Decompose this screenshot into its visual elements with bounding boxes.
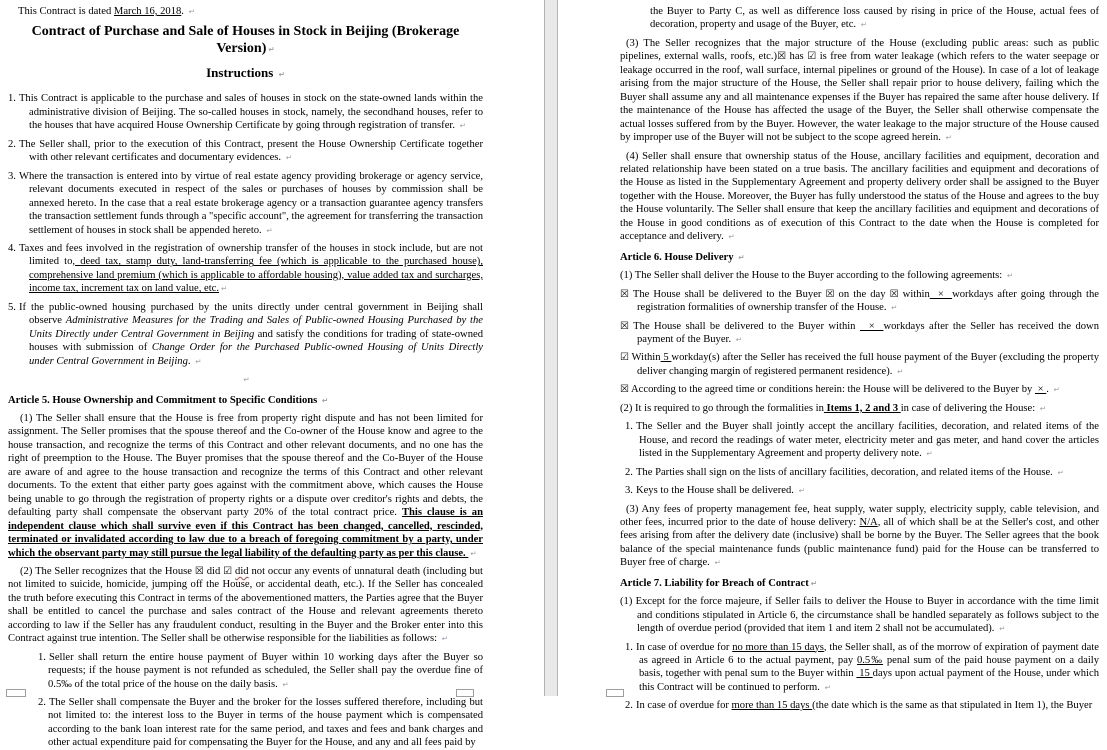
paragraph-mark-icon: ↵ (728, 232, 735, 242)
text-run: (2) The Seller recognizes that the House (20, 565, 195, 577)
paragraph-mark-icon: ↵ (278, 70, 285, 80)
contract-date: March 16, 2018 (113, 6, 182, 17)
text-run: Where the transaction is entered into by virtue of real estate agency providing brokerage or agency service, relevant documents executed in respect of the sales or purchases of houses by commission shall be annexed hereto. In the case that a real estate brokerage agency or a transaction guarantee agency transfers the transaction settlement funds through a "specific account", the agreement for transferring the transaction settlement of houses in stock shall be appended hereto. (18, 170, 484, 236)
checkbox-checked-icon: ☑ (223, 565, 233, 577)
text-run: more than 15 days (731, 700, 813, 712)
list-number: 3. (8, 170, 16, 182)
paragraph (620, 402, 1099, 415)
spellcheck-flagged-word: did (235, 565, 249, 577)
paragraph (8, 565, 483, 646)
list-number: 1. (625, 641, 633, 653)
paragraph-mark-icon: ↵ (1057, 467, 1064, 477)
paragraph-mark-icon: ↵ (188, 7, 195, 16)
text-run: Within (628, 352, 661, 364)
empty-paragraph (8, 373, 483, 386)
list-number: 2. (625, 700, 633, 712)
blank-field: × (859, 320, 884, 332)
text-run: . (181, 6, 187, 17)
instruction-text (19, 139, 483, 163)
paragraph (620, 503, 1099, 570)
page-right[interactable] (558, 0, 1107, 712)
instruction-text (19, 243, 483, 294)
list-item-text (636, 642, 1099, 693)
article6-heading-text: Article 6. House Delivery (620, 251, 737, 263)
text-run: . (1046, 384, 1052, 396)
checkbox-checked-icon: ☑ (807, 51, 817, 63)
text-run: This Contract is dated (18, 6, 114, 17)
document-subtitle-text: Instructions (206, 65, 277, 81)
list-number: 2. (8, 138, 16, 150)
paragraph-mark-icon: ↵ (735, 334, 743, 344)
text-run: (2) It is required to go through the formalities in (620, 402, 824, 414)
text-run: (3) Any fees of property management fee, heat supply, water supply, electricity supply, cable television, and other fees, incurred prior to the date of house delivery: (620, 503, 1099, 528)
text-run: workday(s) after the Seller has received the full house payment of the Buyer (excluding the property deliver changing margin of registered permanent residence). (637, 352, 1099, 377)
text-run: Seller shall return the entire house payment of Buyer within 10 working days after the Buyer so requests; if the house payment is not refunded as scheduled, the Seller shall pay the overdue fine of 0.5‰ of the total price of the house on the daily basis. (48, 651, 483, 690)
paragraph (620, 150, 1099, 244)
text-run: , the Seller shall, as of the morrow of expiration of payment date as agreed in Article 6 to the actual payment, pay (639, 641, 1100, 667)
article5-heading (8, 394, 483, 407)
paragraph-mark-icon: ↵ (860, 20, 868, 30)
paragraph-mark-icon: ↵ (714, 558, 721, 568)
instruction-text (19, 302, 483, 367)
list-item-text (636, 485, 805, 496)
list-number: 2. (625, 466, 633, 478)
footnote-frame (606, 689, 624, 697)
text-run: , all of which shall be at the Seller's cost, and other fees arising from after the delivery date (inclusive) shall be borne by the Buyer. The Seller agrees that the book balance of the special maintenance funds (public maintenance fund) paid for the House can be transferred to Buyer free of charge. (620, 516, 1100, 569)
text-run: has (786, 51, 808, 63)
list-number: 1. (625, 421, 633, 433)
instruction-item (8, 170, 483, 237)
text-run: penal sum of the paid house payment on a daily basis, together with penal sum to the Buyer within (639, 655, 1100, 680)
text-run: According to the agreed time or conditions herein: the House will be delivered to the Buyer by (628, 384, 1035, 396)
list-number: 5. (8, 301, 16, 313)
paragraph-mark-icon: ↵ (282, 679, 289, 689)
paragraph-mark-icon: ↵ (945, 133, 952, 143)
paragraph-mark-icon: ↵ (195, 356, 202, 366)
list-item-text (636, 467, 1064, 478)
text-run: in case of delivering the House: (900, 402, 1038, 414)
text-run: The House shall be delivered to the Buyer within (628, 320, 860, 332)
list-item-text (636, 421, 1099, 459)
blank-field: 15 (856, 668, 873, 680)
list-item-text (48, 697, 483, 748)
checkbox-crossed-icon: ☒ (825, 288, 835, 300)
text-run: within (898, 288, 930, 300)
list-number: 2. (38, 697, 46, 709)
checkbox-crossed-icon: ☒ (620, 288, 629, 300)
document-title-text: Contract of Purchase and Sale of Houses in Stock in Beijing (Brokerage Version) (31, 24, 460, 57)
document-title (8, 23, 483, 58)
list-number: 1. (38, 651, 46, 663)
paragraph-mark-icon: ↵ (441, 634, 448, 644)
text-run: 0.5‰ (856, 655, 884, 667)
text-run: (1) The Seller shall deliver the House to the Buyer according to the following agreements: (620, 270, 1005, 282)
text-run: (4) Seller shall ensure that ownership status of the House, ancillary facilities and equipment, decoration and related relationship have been stated on a true basis. The ancillary facilities and equipment and decorations of the House as listed in the Supplementary Agreement and property delivery order shall be assigned to the Buyer together with the House. Moreover, the Buyer has fully understood the status of the House and agrees to the buy the House voluntarily. The Seller shall ensure that keep the ancillary facilities and equipment and decorations of the House in good conditions as of execution of this Contract to the date when the House is completed for acceptance and delivery. (620, 150, 1099, 243)
checkbox-crossed-icon: ☒ (620, 384, 629, 396)
article7-heading-text: Article 7. Liability for Breach of Contract (620, 577, 809, 589)
text-run: In case of overdue for (635, 641, 733, 653)
text-run: In case of overdue for (635, 700, 732, 712)
paragraph-mark-icon: ↵ (926, 449, 933, 459)
delivery-option (620, 351, 1099, 378)
text-run: Taxes and fees involved in the registration of ownership transfer of the houses in stock include, but are not limited to, (18, 242, 483, 268)
paragraph-mark-icon: ↵ (891, 303, 898, 313)
paragraph-mark-icon: ↵ (470, 548, 477, 558)
paragraph-mark-icon: ↵ (459, 121, 466, 131)
paragraph-mark-icon: ↵ (738, 252, 745, 262)
paragraph-mark-icon: ↵ (266, 225, 273, 235)
delivery-option (620, 288, 1099, 315)
text-run: The Seller shall compensate the Buyer and the broker for the losses suffered therefore, including but not limited to: the interest loss to the Buyer in terms of the house payment which is compensated according to the bank loan interest rate for the same period, and taxes and fees and bank charges and other actual expenditure paid for compensating the Buyer for the House, and any and all fees paid by (48, 697, 483, 749)
text-run: days upon actual payment of the House, under which this Contract will be continued to perform. (639, 668, 1099, 693)
text-run: the Buyer to Party C, as well as difference loss caused by rising in price of the House, actual fees of decoration, property and usage of the Buyer, etc. (650, 6, 1099, 31)
list-number: 1. (8, 93, 16, 105)
footnote-frame (6, 689, 26, 697)
instruction-item (8, 242, 483, 296)
text-run: Change Order for the Purchased Public-owned Housing of Units Directly under Central Government in Beijing (29, 342, 483, 367)
paragraph-mark-icon: ↵ (1006, 271, 1014, 281)
paragraph-mark-icon: ↵ (221, 284, 228, 294)
blank-field: N/A (859, 516, 878, 528)
text-run: (1) The Seller shall ensure that the House is free from property right dispute and has not been limited for assignment. The Seller promises that the spouse thereof and the Co-owner of the House know and agree to the house transaction, and recognize the terms of this Contract and other relevant documents, and no one has the right of preemption to the House. The Buyer promises that the spouse thereof and the Co-Buyer of the House are aware of and agree to the house transaction and recognize the terms of this Contract and other relevant documents. To the extent that either party goes against with the commitment above, which causes the House being unable to go through the registration of property rights or a dispute over creditor's rights and debts, the defaulting party shall compensate the observant party 20% of the total contract price. (8, 412, 483, 519)
footnote-frame (456, 689, 474, 697)
text-run: Administrative Measures for the Trading and Sales of Public-owned Housing Purchased by the Units Directly under Central Government in Beijing (29, 315, 484, 340)
blank-field: × (929, 288, 953, 300)
text-run: workdays after going through the registration formalities of ownership transfer of the House. (637, 288, 1099, 314)
instruction-item (8, 92, 483, 132)
list-item (625, 484, 1099, 497)
text-run: is free from water leakage (which refers to the water seepage or leakage occurred in the roof, wall surface, internal pipelines or ground of the House). In case of a lot of leakage arising from the major structure of the House, the Seller shall repair prior to house delivery, failing which the Buyer shall assume any and all maintenance expenses if the Buyer has repaired the same after house delivery. If the maintenance of the House has affected the usage of the Buyer, the Seller shall otherwise compensate the actual losses suffered from by the Buyer. However, the water leakage to the major structure of the House caused by improper use of the Buyer will not be subject to the scope agreed herein. (620, 51, 1100, 144)
checkbox-crossed-icon: ☒ (777, 51, 787, 63)
paragraph-mark-icon: ↵ (999, 624, 1006, 634)
text-run: Keys to the House shall be delivered. (635, 485, 797, 497)
text-run: (3) The Seller recognizes that the major structure of the House (excluding public areas: such as public pipelines, external walls, roofs, etc.) (620, 37, 1099, 63)
paragraph-mark-icon: ↵ (824, 682, 831, 692)
instruction-item (8, 138, 483, 165)
article6-heading (620, 251, 1099, 264)
paragraph-mark-icon: ↵ (321, 395, 329, 405)
text-run: The Parties shall sign on the lists of ancillary facilities, decoration, and related items of the House. (635, 466, 1056, 478)
date-line (8, 5, 483, 18)
paragraph-mark-icon: ↵ (1053, 385, 1060, 395)
article5-heading-text: Article 5. House Ownership and Commitment to Specific Conditions (8, 394, 320, 406)
checkbox-crossed-icon: ☒ (889, 288, 899, 300)
document-subtitle (8, 65, 483, 83)
text-run: and satisfy the conditions for trading of state-owned houses with submission of (29, 328, 484, 354)
continuation-paragraph (650, 5, 1099, 32)
list-number: 4. (8, 242, 16, 254)
list-item (625, 420, 1099, 460)
instruction-item (8, 301, 483, 368)
text-run: (1) Except for the force majeure, if Seller fails to deliver the House to Buyer in accordance with the time limit and conditions stipulated in Article 6, the circumstance shall be handled separately as follows subject to the length of overdue period (provided that item 1 and item 2 shall not be accumulated). (620, 596, 1099, 635)
paragraph-mark-icon: ↵ (1039, 403, 1047, 413)
blank-field: 5 (660, 352, 672, 364)
text-run: This clause is an independent clause which shall survive even if this Contract has been changed, cancelled, rescinded, terminated or invalidated according to law due to a breach of foregoing commitment by a party, under which the observant party may still pursue the legal liability of the defaulting party as per this clause. (8, 507, 483, 559)
checkbox-crossed-icon: ☒ (620, 320, 629, 332)
blank-field: × (1034, 384, 1047, 396)
delivery-option (620, 320, 1099, 347)
paragraph-mark-icon: ↵ (268, 45, 275, 55)
checkbox-crossed-icon: ☒ (194, 565, 204, 577)
instruction-text (19, 171, 483, 236)
text-run: not occur any events of unnatural death (including but not limited to suicide, homicide, jumping off the House, or accidental death, etc.). If the Seller has concealed the truth before executing this Contract in terms of the abovementioned matters, the Parties agree that the Buyer shall be entitled to cancel the purchase and sales contract of the House and relevant agreements thereto according to law if the Seller has any fraudulent conduct, resulting in the Buyer and the Broker enter into this Contract against true intention. The Seller shall be otherwise responsible for the liabilities as follows: (8, 565, 483, 645)
list-item (625, 466, 1099, 479)
text-run: did (203, 565, 224, 577)
article7-heading (620, 577, 1099, 590)
paragraph (8, 412, 483, 560)
text-run: If the public-owned housing purchased by the units directly under central government in Beijing shall observe (18, 301, 483, 327)
list-item-text (636, 700, 1092, 711)
text-run: The Seller shall, prior to the execution of this Contract, present the House Ownership Certificate together with other relevant certificates and documentary evidences. (18, 138, 483, 164)
paragraph-mark-icon: ↵ (810, 578, 818, 588)
delivery-option (620, 383, 1099, 396)
checkbox-checked-icon: ☑ (620, 352, 629, 364)
paragraph-mark-icon: ↵ (243, 375, 250, 385)
paragraph-mark-icon: ↵ (285, 153, 293, 163)
list-item-text (48, 652, 483, 690)
list-number: 3. (625, 485, 633, 497)
text-run: on the day (834, 288, 890, 300)
list-item (38, 651, 483, 691)
text-run: The Seller and the Buyer shall jointly accept the ancillary facilities, decoration, and related items of the House, and record the readings of water meter, electricity meter and gas meter, and hand cover the articles listed in the Supplementary Agreement and property delivery note. (635, 421, 1099, 460)
paragraph (620, 37, 1099, 145)
paragraph-mark-icon: ↵ (798, 486, 805, 496)
text-run: Items 1, 2 and 3 (823, 402, 901, 414)
list-item (38, 696, 483, 750)
list-item (625, 699, 1099, 712)
page-left[interactable] (0, 0, 544, 749)
text-run: no more than 15 days (732, 641, 824, 653)
text-run: workdays after the Seller has received the down payment of the Buyer. (637, 320, 1099, 345)
paragraph-mark-icon: ↵ (897, 366, 904, 376)
paragraph (620, 595, 1099, 635)
page-gap (544, 0, 558, 696)
text-run: deed tax, stamp duty, land-transferring fee (which is applicable to the purchased house), comprehensive land premium (which is applicable to affordable housing), value added tax and surcharges, income tax, increment tax on land value, etc. (29, 256, 483, 295)
text-run: This Contract is applicable to the purchase and sales of houses in stock on the state-owned lands within the administrative division of Beijing. The so-called houses in stock, namely, the secondhand houses, refer to the houses that have acquired House Ownership Certificate by going through registration of transfer. (18, 93, 483, 132)
text-run: (the date which is the same as that stipulated in Item 1), the Buyer (812, 700, 1093, 712)
list-item (625, 641, 1099, 695)
text-run: The House shall be delivered to the Buyer (628, 288, 826, 300)
instruction-text (19, 93, 483, 131)
paragraph (620, 269, 1099, 282)
text-run: . (187, 355, 194, 367)
